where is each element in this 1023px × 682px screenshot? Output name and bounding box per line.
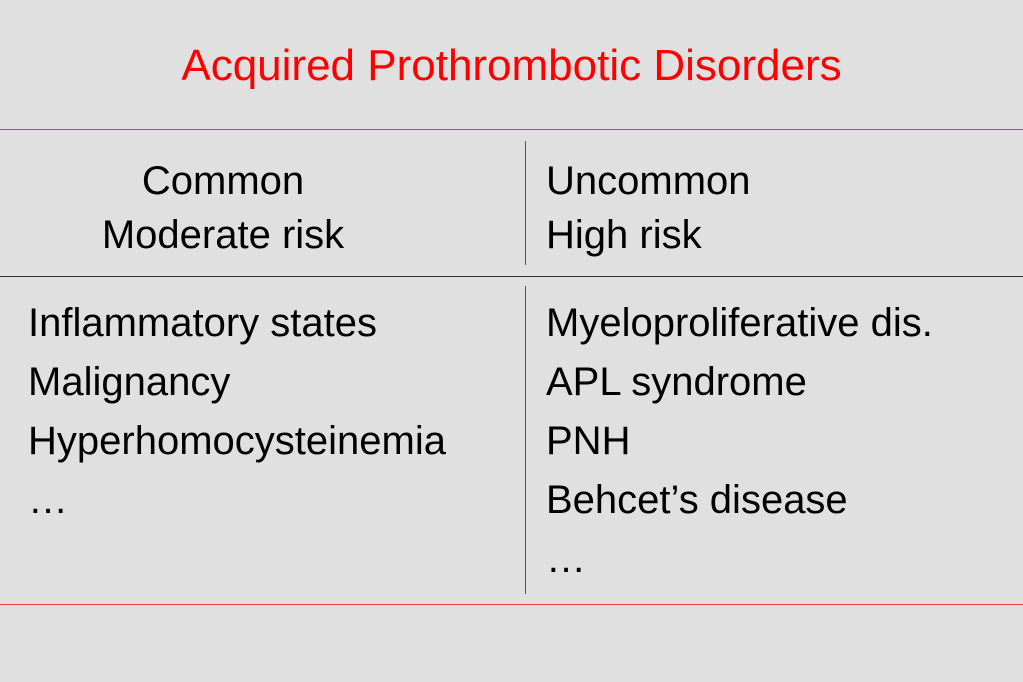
header-column-divider bbox=[525, 141, 526, 265]
title-rule bbox=[0, 129, 1023, 130]
list-item: Inflammatory states bbox=[28, 301, 378, 345]
list-item: … bbox=[546, 537, 586, 581]
header-uncommon bbox=[546, 154, 751, 262]
body-column-divider bbox=[525, 286, 526, 594]
slide-title: Acquired Prothrombotic Disorders bbox=[181, 41, 842, 90]
list-item: PNH bbox=[546, 419, 631, 463]
list-item: Behcet’s disease bbox=[546, 478, 848, 522]
header-uncommon-line-1: Uncommon bbox=[546, 159, 751, 203]
header-common-line-2: Moderate risk bbox=[101, 213, 345, 257]
header-common bbox=[40, 154, 406, 262]
header-rule bbox=[0, 276, 1023, 277]
list-item: … bbox=[28, 478, 68, 522]
header-common-line-1: Common bbox=[141, 159, 305, 203]
list-item: Malignancy bbox=[28, 360, 231, 404]
list-item: Myeloproliferative dis. bbox=[546, 301, 933, 345]
common-disorders-list bbox=[28, 294, 446, 530]
list-item: Hyperhomocysteinemia bbox=[28, 419, 446, 463]
header-uncommon-line-2: High risk bbox=[546, 213, 702, 257]
bottom-rule bbox=[0, 604, 1023, 605]
uncommon-disorders-list bbox=[546, 294, 933, 589]
list-item: APL syndrome bbox=[546, 360, 807, 404]
